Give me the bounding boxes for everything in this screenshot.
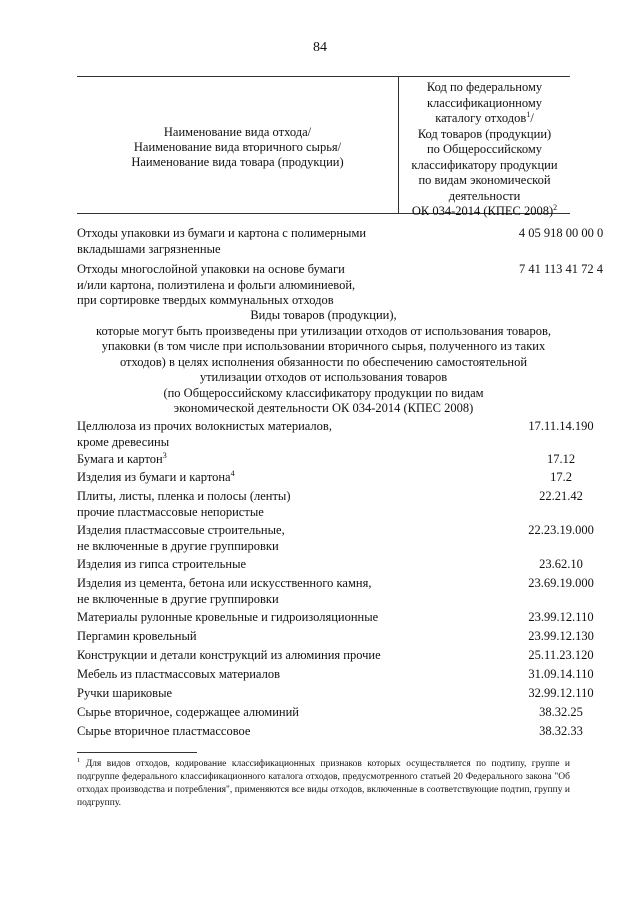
table-header-top-rule bbox=[77, 76, 570, 77]
product-code: 22.23.19.000 bbox=[528, 523, 594, 537]
product-code: 17.11.14.190 bbox=[528, 419, 594, 433]
product-name bbox=[77, 470, 397, 486]
product-code: 23.69.19.000 bbox=[528, 576, 594, 590]
header-name-line: Наименование вида вторичного сырья/ bbox=[133, 140, 342, 154]
waste-code: 4 05 918 00 00 0 bbox=[518, 226, 604, 240]
product-name bbox=[77, 452, 397, 468]
product-name bbox=[77, 705, 397, 721]
product-name-line: Материалы рулонные кровельные и гидроизоляционные bbox=[77, 610, 379, 624]
header-name-line: Наименование вида отхода/ bbox=[163, 125, 312, 139]
page-number: 84 bbox=[313, 40, 327, 55]
product-code: 31.09.14.110 bbox=[528, 667, 594, 681]
product-name-line: Плиты, листы, пленка и полосы (ленты) bbox=[77, 489, 291, 503]
product-name bbox=[77, 724, 397, 740]
product-code: 38.32.25 bbox=[539, 705, 583, 719]
footnote-separator bbox=[77, 752, 197, 753]
footnote-ref-2: 2 bbox=[553, 202, 558, 212]
product-name-line: Сырье вторичное, содержащее алюминий bbox=[77, 705, 299, 719]
waste-name-line: вкладышами загрязненные bbox=[77, 241, 221, 256]
waste-name bbox=[77, 262, 397, 309]
product-name bbox=[77, 419, 397, 450]
footnote-text: Для видов отходов, кодирование классификационных признаков которых осуществляется по подтипу, группе и подгруппе федерального классификационного каталога отходов, предусмотренного статьей 20 Федерального закона "Об отходах производства и потребления", применяются все виды отходов, включенные в соответствующие подтип, группу и подгруппу. bbox=[77, 759, 570, 808]
product-code: 17.2 bbox=[550, 470, 572, 484]
section-title-line: Виды товаров (продукции), bbox=[250, 308, 397, 322]
header-code-line: по Общероссийскому bbox=[426, 142, 543, 156]
product-code: 25.11.23.120 bbox=[528, 648, 594, 662]
product-name-line: не включенные в другие группировки bbox=[77, 538, 279, 553]
footnote-number: 1 bbox=[77, 756, 81, 764]
product-name-line: Ручки шариковые bbox=[77, 686, 173, 700]
section-title-line: упаковки (в том числе при использовании вторичного сырья, полученного из таких bbox=[101, 339, 546, 353]
footnote-ref-4: 4 bbox=[230, 468, 235, 478]
header-code-line: по видам экономической bbox=[418, 173, 551, 187]
section-title-line: утилизации отходов от использования товаров bbox=[199, 370, 448, 384]
header-code-line: Код товаров (продукции) bbox=[417, 126, 552, 141]
product-name bbox=[77, 610, 397, 626]
product-name-line: Целлюлоза из прочих волокнистых материалов, bbox=[77, 419, 332, 433]
section-title-line: отходов) в целях исполнения обязанности по обеспечению самостоятельной bbox=[119, 354, 528, 369]
section-title-line: (по Общероссийскому классификатору продукции по видам bbox=[163, 385, 484, 400]
product-name-line: Конструкции и детали конструкций из алюминия прочие bbox=[77, 648, 381, 662]
product-name-line: кроме древесины bbox=[77, 434, 170, 449]
section-title-line: экономической деятельности ОК 034-2014 (КПЕС 2008) bbox=[173, 401, 474, 415]
product-name bbox=[77, 523, 397, 554]
waste-code: 7 41 113 41 72 4 bbox=[519, 262, 603, 276]
header-code-line: деятельности bbox=[448, 188, 521, 203]
product-name-line: не включенные в другие группировки bbox=[77, 591, 279, 606]
product-code: 23.62.10 bbox=[539, 557, 583, 571]
header-code-line-text: каталогу отходов bbox=[435, 111, 527, 125]
product-name bbox=[77, 629, 397, 645]
header-code-column bbox=[399, 80, 570, 220]
footnote bbox=[77, 758, 570, 810]
header-slash: / bbox=[530, 111, 534, 125]
product-name-line: Изделия из цемента, бетона или искусственного камня, bbox=[77, 576, 372, 590]
waste-name-line: Отходы упаковки из бумаги и картона с полимерными bbox=[77, 226, 367, 240]
product-name-line: Сырье вторичное пластмассовое bbox=[77, 724, 251, 738]
waste-name-line: Отходы многослойной упаковки на основе бумаги bbox=[77, 262, 345, 276]
footnote-ref-3: 3 bbox=[162, 450, 167, 460]
product-name-line: прочие пластмассовые непористые bbox=[77, 504, 264, 519]
product-name-line: Пергамин кровельный bbox=[77, 629, 197, 643]
product-section-title bbox=[77, 308, 570, 417]
product-name bbox=[77, 576, 397, 607]
header-name-column bbox=[77, 125, 398, 170]
product-code: 17.12 bbox=[546, 452, 576, 466]
waste-name-line: и/или картона, полиэтилена и фольги алюминиевой, bbox=[77, 277, 356, 292]
product-name-line: Мебель из пластмассовых материалов bbox=[77, 667, 280, 681]
product-name bbox=[77, 667, 397, 683]
footnote-ref-1: 1 bbox=[526, 109, 531, 119]
product-name-line: Изделия из гипса строительные bbox=[77, 557, 247, 571]
waste-name-line: при сортировке твердых коммунальных отходов bbox=[77, 293, 334, 307]
product-name-line: Изделия из бумаги и картона bbox=[77, 470, 231, 484]
product-name bbox=[77, 686, 397, 702]
header-code-line: классификатору продукции bbox=[411, 157, 558, 172]
header-name-line: Наименование вида товара (продукции) bbox=[131, 155, 344, 169]
product-name-line: Изделия пластмассовые строительные, bbox=[77, 523, 285, 537]
header-code-line-text: ОК 034-2014 (КПЕС 2008) bbox=[411, 204, 554, 218]
product-name-line: Бумага и картон bbox=[77, 452, 163, 466]
header-code-line: классификационному bbox=[426, 95, 543, 110]
header-code-line bbox=[399, 204, 570, 220]
product-name bbox=[77, 557, 397, 573]
product-name bbox=[77, 489, 397, 520]
product-code: 32.99.12.110 bbox=[528, 686, 594, 700]
product-code: 23.99.12.110 bbox=[528, 610, 594, 624]
header-code-line bbox=[399, 111, 570, 127]
waste-name bbox=[77, 226, 397, 257]
product-code: 22.21.42 bbox=[539, 489, 583, 503]
product-code: 23.99.12.130 bbox=[528, 629, 594, 643]
header-code-line: Код по федеральному bbox=[426, 80, 543, 94]
product-code: 38.32.33 bbox=[539, 724, 583, 738]
section-title-line: которые могут быть произведены при утилизации отходов от использования товаров, bbox=[96, 323, 551, 338]
product-name bbox=[77, 648, 397, 664]
